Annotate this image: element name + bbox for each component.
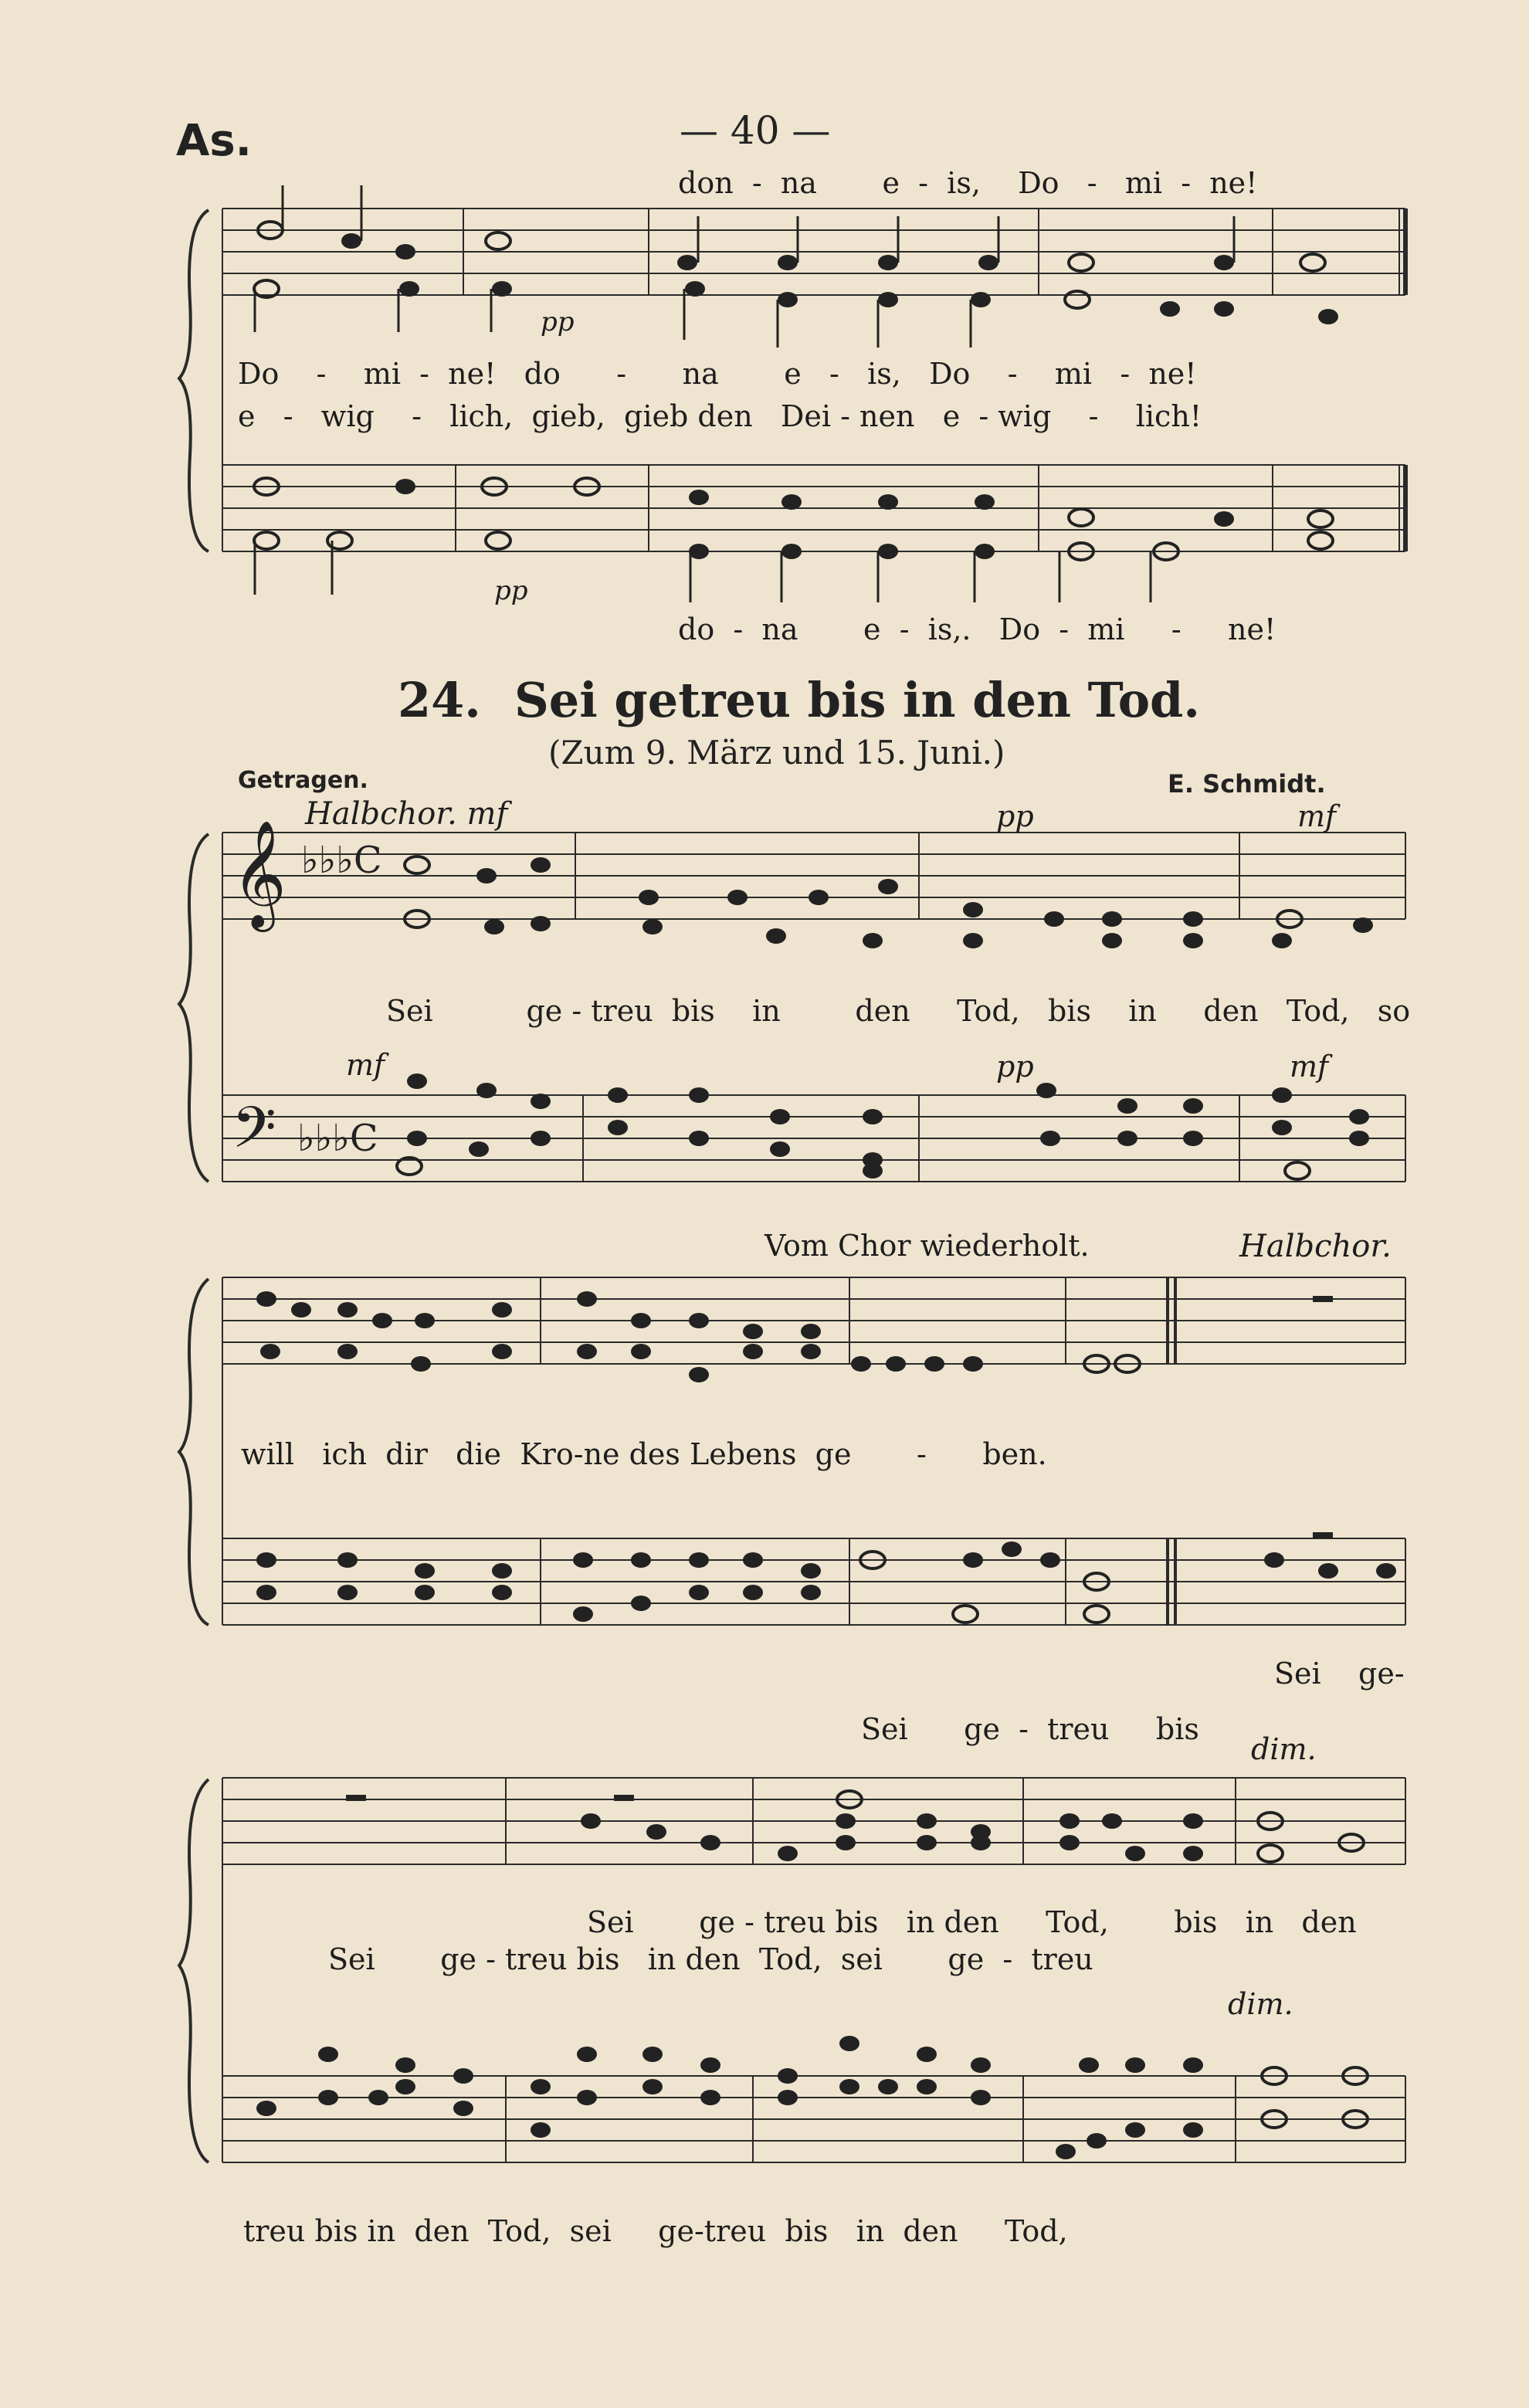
svg-text:♭♭♭C: ♭♭♭C xyxy=(297,1117,378,1160)
lyric-line-5: Sei ge - treu bis in den Tod, bis in den Tod, so xyxy=(386,994,1411,1028)
staff-system-1 xyxy=(179,185,1405,606)
svg-text:𝄞: 𝄞 xyxy=(232,820,286,928)
lyric-line-6: will ich dir die Kro-ne des Lebens ge - ben. xyxy=(241,1437,1047,1471)
lyric-line-9: Sei ge - treu bis in den Tod, bis in den xyxy=(587,1905,1357,1939)
lyric-line-7: Sei ge- xyxy=(1274,1657,1405,1691)
key-label: As. xyxy=(176,116,252,166)
dynamic-pp-top1: pp xyxy=(541,307,575,337)
tempo-marking: Getragen. xyxy=(238,767,368,794)
piece-subtitle: (Zum 9. März und 15. Juni.) xyxy=(548,734,1005,772)
lyric-line-4: do - na e - is,. Do - mi - ne! xyxy=(678,612,1276,646)
direction-halbchor-2: Halbchor. xyxy=(1239,1229,1392,1264)
dynamic-mf-1: mf xyxy=(1297,799,1337,833)
lyric-line-2: Do - mi - ne! do - na e - is, Do - mi - ne! xyxy=(238,357,1197,391)
lyric-line-10: Sei ge - treu bis in den Tod, sei ge - treu xyxy=(328,1942,1093,1976)
lyric-line-3: e - wig - lich, gieb, gieb den Dei - nen e - wig - lich! xyxy=(238,399,1202,433)
dynamic-pp-top2: pp xyxy=(494,575,528,606)
composer: E. Schmidt. xyxy=(1168,769,1326,799)
lyric-line-8: Sei ge - treu bis xyxy=(861,1712,1199,1746)
dynamic-pp-1: pp xyxy=(996,799,1034,833)
page-number: — 40 — xyxy=(680,108,831,153)
lyric-line-11: treu bis in den Tod, sei ge-treu bis in den Tod, xyxy=(243,2214,1068,2248)
lyric-line-1: don - na e - is, Do - mi - ne! xyxy=(678,166,1258,200)
dynamic-mf-bass2: mf xyxy=(1290,1050,1329,1084)
direction-halbchor-mf: Halbchor. mf xyxy=(305,796,508,832)
dynamic-mf-bass: mf xyxy=(346,1048,385,1082)
piece-title: 24. Sei getreu bis in den Tod. xyxy=(398,672,1200,728)
dynamic-dim-2: dim. xyxy=(1228,1987,1293,2021)
direction-vom-chor: Vom Chor wiederholt. xyxy=(764,1229,1090,1263)
dynamic-dim-1: dim. xyxy=(1251,1732,1317,1766)
dynamic-pp-bass: pp xyxy=(996,1050,1034,1084)
svg-text:♭♭♭C: ♭♭♭C xyxy=(301,839,382,882)
svg-text:𝄢: 𝄢 xyxy=(232,1094,276,1175)
